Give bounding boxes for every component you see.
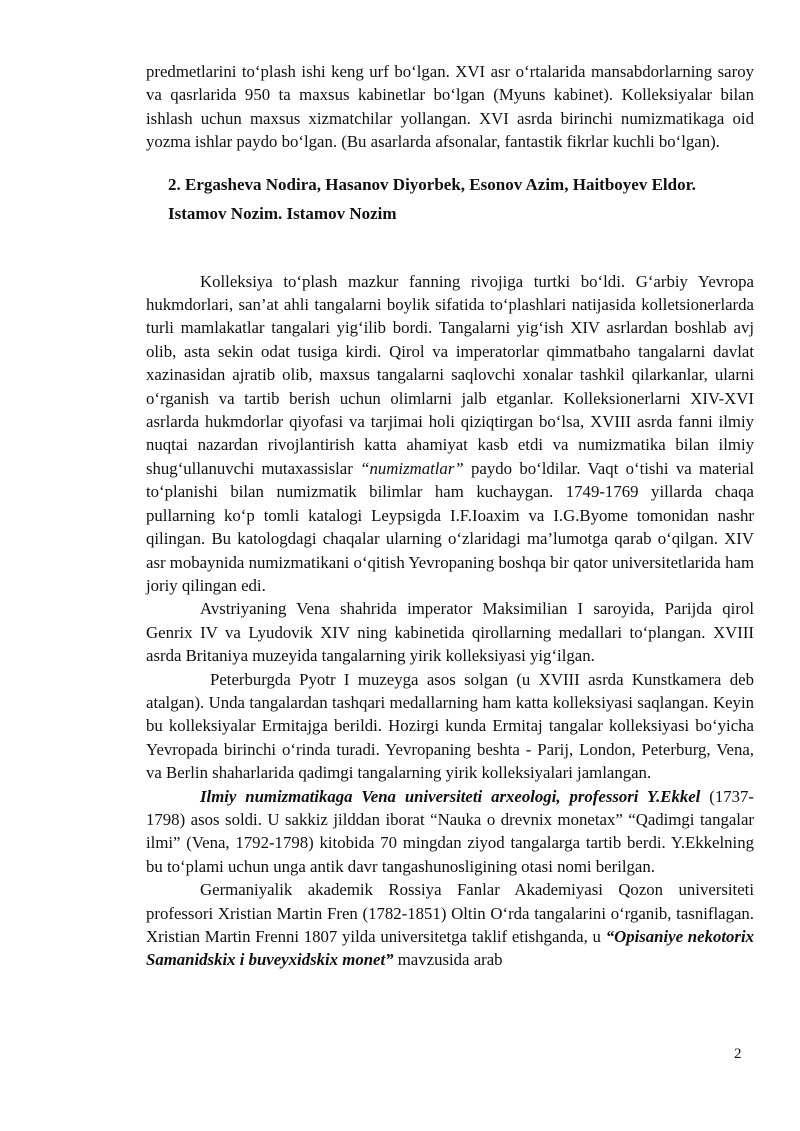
paragraph-fren [146,878,754,972]
paragraph-vienna: Avstriyaning Vena shahrida imperator Maksimilian I saroyida, Parijda qirol Genrix IV va Lyudovik XIV ning kabinetida qirollarning medallari to‘plangan. XVIII asrda Britaniya muzeyida tangalarning yirik kolleksiyasi yig‘ilgan. [146,599,754,666]
text-run: (1737-1798) asos soldi. U sakkiz jilddan iborat “Nauka o drevnix monetax” “Qadimgi tangalar ilmi” (Vena, 1792-1798) kitobida 70 mingdan ziyod tangalarga tartib berdi. Y.Ekkelning bu to‘plami uchun unga antik davr tangashunosligining otasi nomi berilgan. [146,786,755,876]
section-heading: 2. Ergasheva Nodira, Hasanov Diyorbek, Esonov Azim, Haitboyev Eldor. Istamov Nozim. Istamov Nozim [168,174,696,223]
document-page [146,60,754,972]
page-number: 2 [734,1046,742,1062]
spacer [146,228,754,270]
text-run: Kolleksiya to‘plash mazkur fanning rivojiga turtki bo‘ldi. G‘arbiy Yevropa hukmdorlari, san’at ahli tangalarni boylik sifatida to‘plashlari natijasida kolletsionerlarda turli mamlakatlar tangalari yig‘ilib bordi. Tangalarni yig‘ish XIV asrlardan boshlab avj olib, asta sekin odat tusiga kirdi. Qirol va imperatorlar qimmatbaho tangalarni davlat xazinasidan ajratib olib, maxsus tangalarni saqlovchi xonalar tashkil qilarkanlar, ularni o‘rganish va tartib berish uchun olimlarni jalb etganlar. Kolleksionerlarni XIV-XVI asrlarda hukmdorlar qiyofasi va tarjimai holi qiziqtirgan bo‘lsa, XVIII asrda fanni ilmiy nuqtai nazardan rivojlantirish katta ahamiyat kasb etdi va numizmatika bilan ilmiy shug‘ullanuvchi mutaxassislar [146,271,754,478]
text-run: mavzusida arab [393,950,503,970]
paragraph-ekkel [146,785,754,879]
italic-term: “numizmatlar” [360,458,464,478]
text-run: paydo bo‘ldilar. Vaqt o‘tishi va material to‘planishi bilan numizmatik bilimlar ham kuchaygan. 1749-1769 yillarda chaqa pullarning ko‘p tomli katalogi Leypsigda I.F.Ioaxim va I.G.Byome tomonidan nashr qilingan. Bu katologdagi chaqalar ularning o‘zlaridagi ma’lumotga qarab o‘qilgan. XIV asr mobaynida numizmatikani o‘qitish Yevropaning boshqa bir qator universitetlarida ham joriy qilingan edi. [146,458,754,595]
bold-italic-text: Ilmiy numizmatikaga Vena universiteti arxeologi, professori Y.Ekkel [200,786,701,806]
paragraph-continuation: predmetlarini to‘plash ishi keng urf bo‘lgan. XVI asr o‘rtalarida mansabdorlarning saroy va qasrlarida 950 ta maxsus kabinetlar bo‘lgan (Myuns kabinet). Kolleksiyalar bilan ishlash uchun maxsus xizmatchilar yollangan. XVI asrda birinchi numizmatikaga oid yozma ishlar paydo bo‘lgan. (Bu asarlarda afsonalar, fantastik fikrlar kuchli bo‘lgan). [146,62,754,152]
text-run: Germaniyalik akademik Rossiya Fanlar Akademiyasi Qozon universiteti professori Xristian Martin Fren (1782-1851) Oltin O‘rda tangalarini o‘rganib, tasniflagan. Xristian Martin Frenni 1807 yilda universitetga taklif etishganda, u [146,880,754,946]
paragraph-collection-history [146,270,754,598]
bold-italic-title: “Opisaniye nekotorix Samanidskix i buveyxidskix monet” [146,927,754,970]
paragraph-peterburg: Peterburgda Pyotr I muzeyga asos solgan (u XVIII asrda Kunstkamera deb atalgan). Unda tangalardan tashqari medallarning ham katta kolleksiyasi saqlangan. Keyin bu kolleksiyalar Ermitajga berildi. Hozirgi kunda Ermitaj tangalar kolleksiyasi bo‘yicha Yevropada birinchi o‘rinda turadi. Yevropaning beshta - Parij, London, Peterburg, Vena, va Berlin shaharlarida qadimgi tangalarning yirik kolleksiyalari jamlangan. [146,669,754,783]
